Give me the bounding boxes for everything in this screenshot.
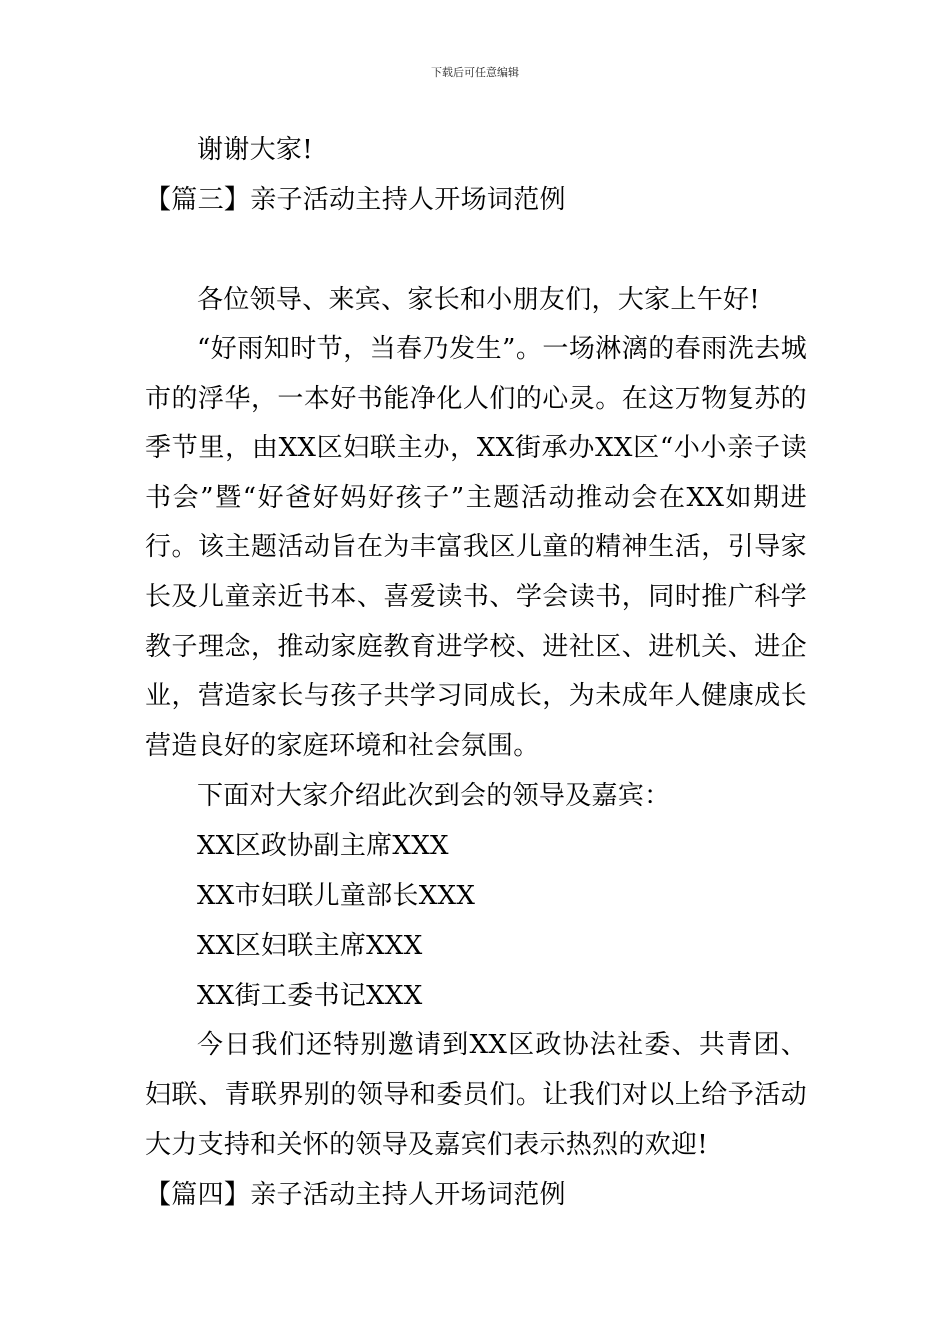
document-body (145, 125, 807, 1220)
page-header-note: 下载后可任意编辑 (431, 66, 519, 79)
intro-paragraph: “好雨知时节，当春乃发生”。一场淋漓的春雨洗去城市的浮华，一本好书能净化人们的心灵。在这万物复苏的季节里，由XX区妇联主办，XX街承办XX区“小小亲子读书会”暨“好爸好妈好孩子”主题活动推动会在XX如期进行。该主题活动旨在为丰富我区儿童的精神生活，引导家长及儿童亲近书本、喜爱读书、学会读书，同时推广科学教子理念，推动家庭教育进学校、进社区、进机关、进企业，营造家长与孩子共学习同成长，为未成年人健康成长营造良好的家庭环境和社会氛围。 (145, 334, 807, 761)
guest-item: XX区妇联主席XXX (197, 931, 423, 962)
greeting-line: 各位领导、来宾、家长和小朋友们，大家上午好! (197, 285, 761, 315)
blank-line (145, 225, 807, 275)
section-title-3: 【篇三】亲子活动主持人开场词范例 (145, 185, 566, 215)
section-title-4: 【篇四】亲子活动主持人开场词范例 (145, 1180, 566, 1211)
guest-item: XX区政协副主席XXX (197, 831, 449, 862)
guest-item: XX街工委书记XXX (197, 981, 423, 1012)
guests-intro-line: 下面对大家介绍此次到会的领导及嘉宾： (197, 781, 671, 812)
closing-thanks: 谢谢大家! (197, 135, 313, 165)
invitation-paragraph: 今日我们还特别邀请到XX区政协法社委、共青团、妇联、青联界别的领导和委员们。让我们对以上给予活动大力支持和关怀的领导及嘉宾们表示热烈的欢迎! (145, 1030, 807, 1160)
guest-item: XX市妇联儿童部长XXX (197, 881, 476, 912)
